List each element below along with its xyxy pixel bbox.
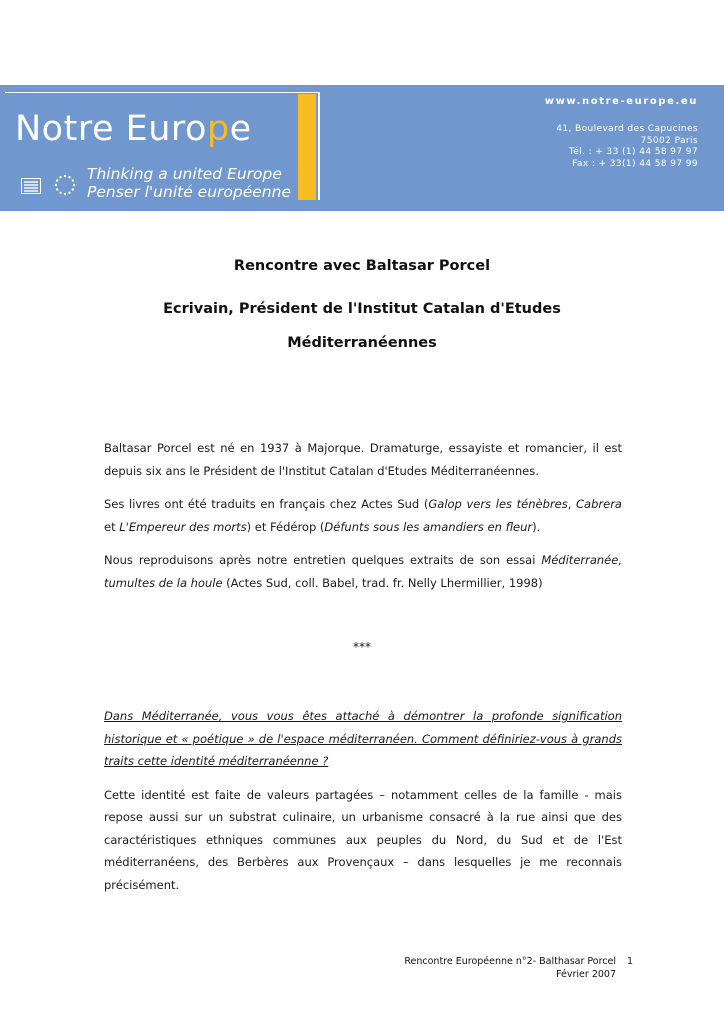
- intro-section: [104, 437, 622, 594]
- interview-section: [104, 705, 622, 896]
- document-title: Rencontre avec Baltasar Porcel: [233, 258, 491, 274]
- intro-paragraph-1: Baltasar Porcel est né en 1937 à Majorque. Dramaturge, essayiste et romancier, il est depuis six ans le Président de l'Institut Catalan d'Etudes Méditerranéennes.: [104, 441, 622, 478]
- logo-tagline: [87, 165, 291, 201]
- document-subtitle-line-1: Ecrivain, Président de l'Institut Catalan d'Etudes: [163, 301, 561, 317]
- fax-number: Fax : + 33(1) 44 58 97 99: [572, 158, 698, 169]
- header-banner: [0, 85, 724, 211]
- page-footer: [404, 955, 616, 981]
- intro-paragraph-3: Nous reproduisons après notre entretien quelques extraits de son essai Méditerranée, tumultes de la houle (Actes Sud, coll. Babel, trad. fr. Nelly Lhermillier, 1998): [104, 553, 622, 590]
- tagline-en: Thinking a united Europe: [87, 165, 282, 183]
- address-line-1: 41, Boulevard des Capucines: [556, 124, 698, 134]
- logo-area: [5, 92, 320, 200]
- footer-date: Février 2007: [556, 969, 616, 980]
- document-icon: [21, 178, 41, 194]
- contact-block: [545, 95, 698, 170]
- document-subtitle-line-2: Méditerranéennes: [287, 335, 437, 351]
- footer-reference: Rencontre Européenne n°2- Balthasar Porcel: [404, 956, 616, 967]
- section-separator: ***: [353, 640, 371, 654]
- website-link[interactable]: www.notre-europe.eu: [544, 96, 698, 107]
- interview-question: Dans Méditerranée, vous vous êtes attaché à démontrer la profonde signification historique et « poétique » de l'espace méditerranéen. Comment définiriez-vous à grands traits cette identité méditerranéenne ?: [104, 709, 622, 768]
- interview-answer: Cette identité est faite de valeurs partagées – notamment celles de la famille - mais repose aussi sur un substrat culinaire, un urbanisme consacré à la rue ainsi que des caractéristiques ethniques communes aux peuples du Nord, du Sud et de l'Est méditerranéens, des Berbères aux Provençaux – dans lesquelles je me reconnais précisément.: [104, 787, 622, 892]
- phone-number: Tél. : + 33 (1) 44 58 97 97: [568, 147, 698, 157]
- tagline-fr: Penser l'unité européenne: [87, 183, 291, 201]
- logo-accent-bar: [298, 94, 316, 200]
- logo-title: Notre Europe: [15, 109, 252, 149]
- address-line-2: 75002 Paris: [640, 135, 698, 146]
- eu-stars-icon: [53, 173, 77, 197]
- intro-paragraph-2: Ses livres ont été traduits en français chez Actes Sud (Galop vers les ténèbres, Cabrera et L'Empereur des morts) et Fédérop (Défunts sous les amandiers en fleur).: [104, 497, 622, 534]
- page-number: 1: [627, 956, 634, 967]
